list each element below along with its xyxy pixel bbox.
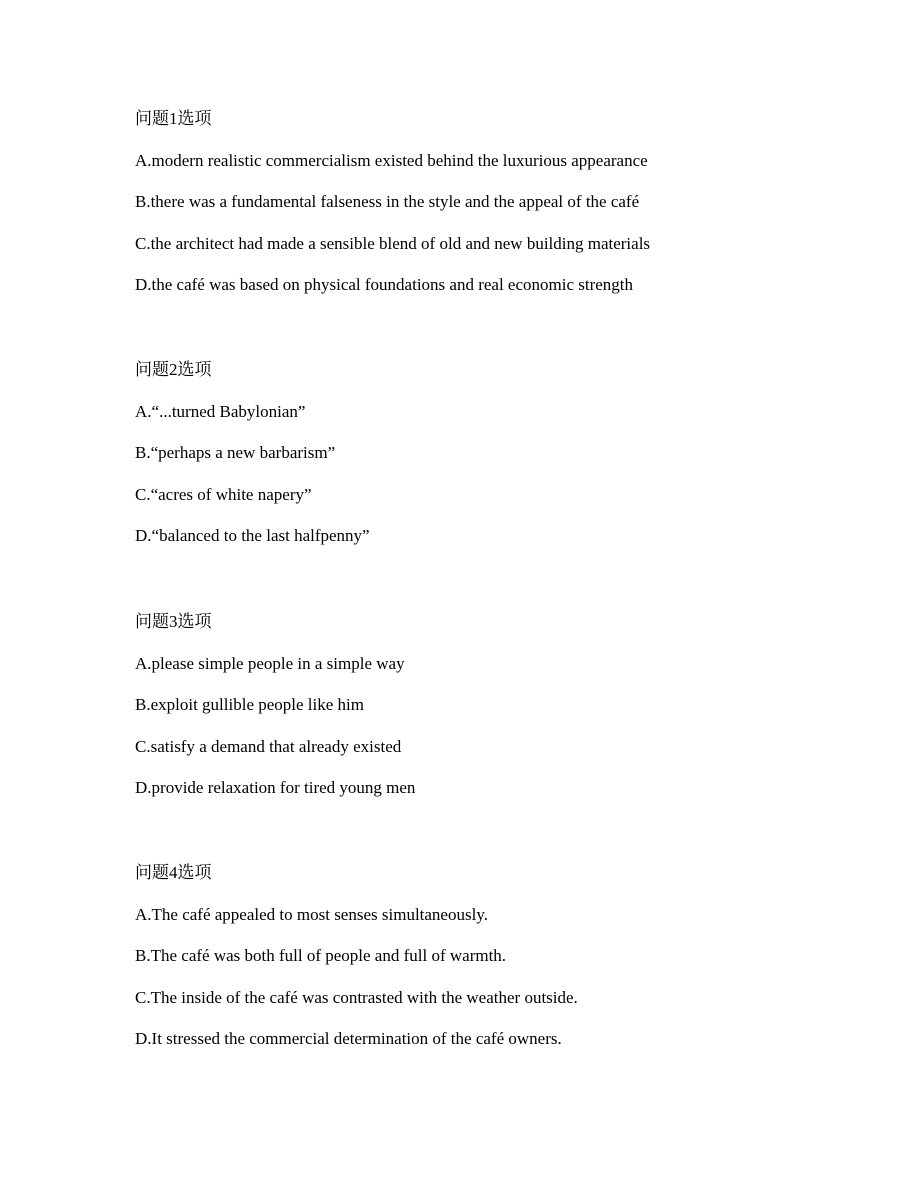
question-4-option-c: C.The inside of the café was contrasted with the weather outside. bbox=[135, 987, 578, 1007]
question-3-option-b: B.exploit gullible people like him bbox=[135, 695, 364, 715]
question-3-heading: 问题3选项 bbox=[135, 612, 212, 631]
question-2-heading: 问题2选项 bbox=[135, 360, 212, 379]
question-1-option-b: B.there was a fundamental falseness in the style and the appeal of the café bbox=[135, 192, 640, 212]
question-3-option-c: C.satisfy a demand that already existed bbox=[135, 736, 402, 756]
question-1-heading: 问题1选项 bbox=[135, 109, 212, 128]
question-1-option-d: D.the café was based on physical foundations and real economic strength bbox=[135, 275, 634, 295]
question-1-options bbox=[135, 150, 835, 297]
question-1-option-c: C.the architect had made a sensible blend of old and new building materials bbox=[135, 233, 651, 253]
question-4-option-a: A.The café appealed to most senses simultaneously. bbox=[135, 904, 488, 924]
question-1-block bbox=[135, 108, 835, 296]
question-2-block bbox=[135, 359, 835, 547]
question-3-block bbox=[135, 611, 835, 799]
question-4-option-d: D.It stressed the commercial determination of the café owners. bbox=[135, 1029, 562, 1049]
question-4-option-b: B.The café was both full of people and full of warmth. bbox=[135, 946, 507, 966]
question-2-option-d: D.“balanced to the last halfpenny” bbox=[135, 526, 370, 546]
question-3-options bbox=[135, 653, 835, 800]
question-4-options bbox=[135, 904, 835, 1051]
question-2-option-b: B.“perhaps a new barbarism” bbox=[135, 443, 336, 463]
question-3-option-d: D.provide relaxation for tired young men bbox=[135, 778, 416, 798]
question-2-option-c: C.“acres of white napery” bbox=[135, 484, 312, 504]
question-2-options bbox=[135, 401, 835, 548]
question-3-option-a: A.please simple people in a simple way bbox=[135, 653, 405, 673]
question-2-option-a: A.“...turned Babylonian” bbox=[135, 401, 306, 421]
question-4-block bbox=[135, 862, 835, 1050]
question-4-heading: 问题4选项 bbox=[135, 863, 212, 882]
question-1-option-a: A.modern realistic commercialism existed behind the luxurious appearance bbox=[135, 150, 648, 170]
